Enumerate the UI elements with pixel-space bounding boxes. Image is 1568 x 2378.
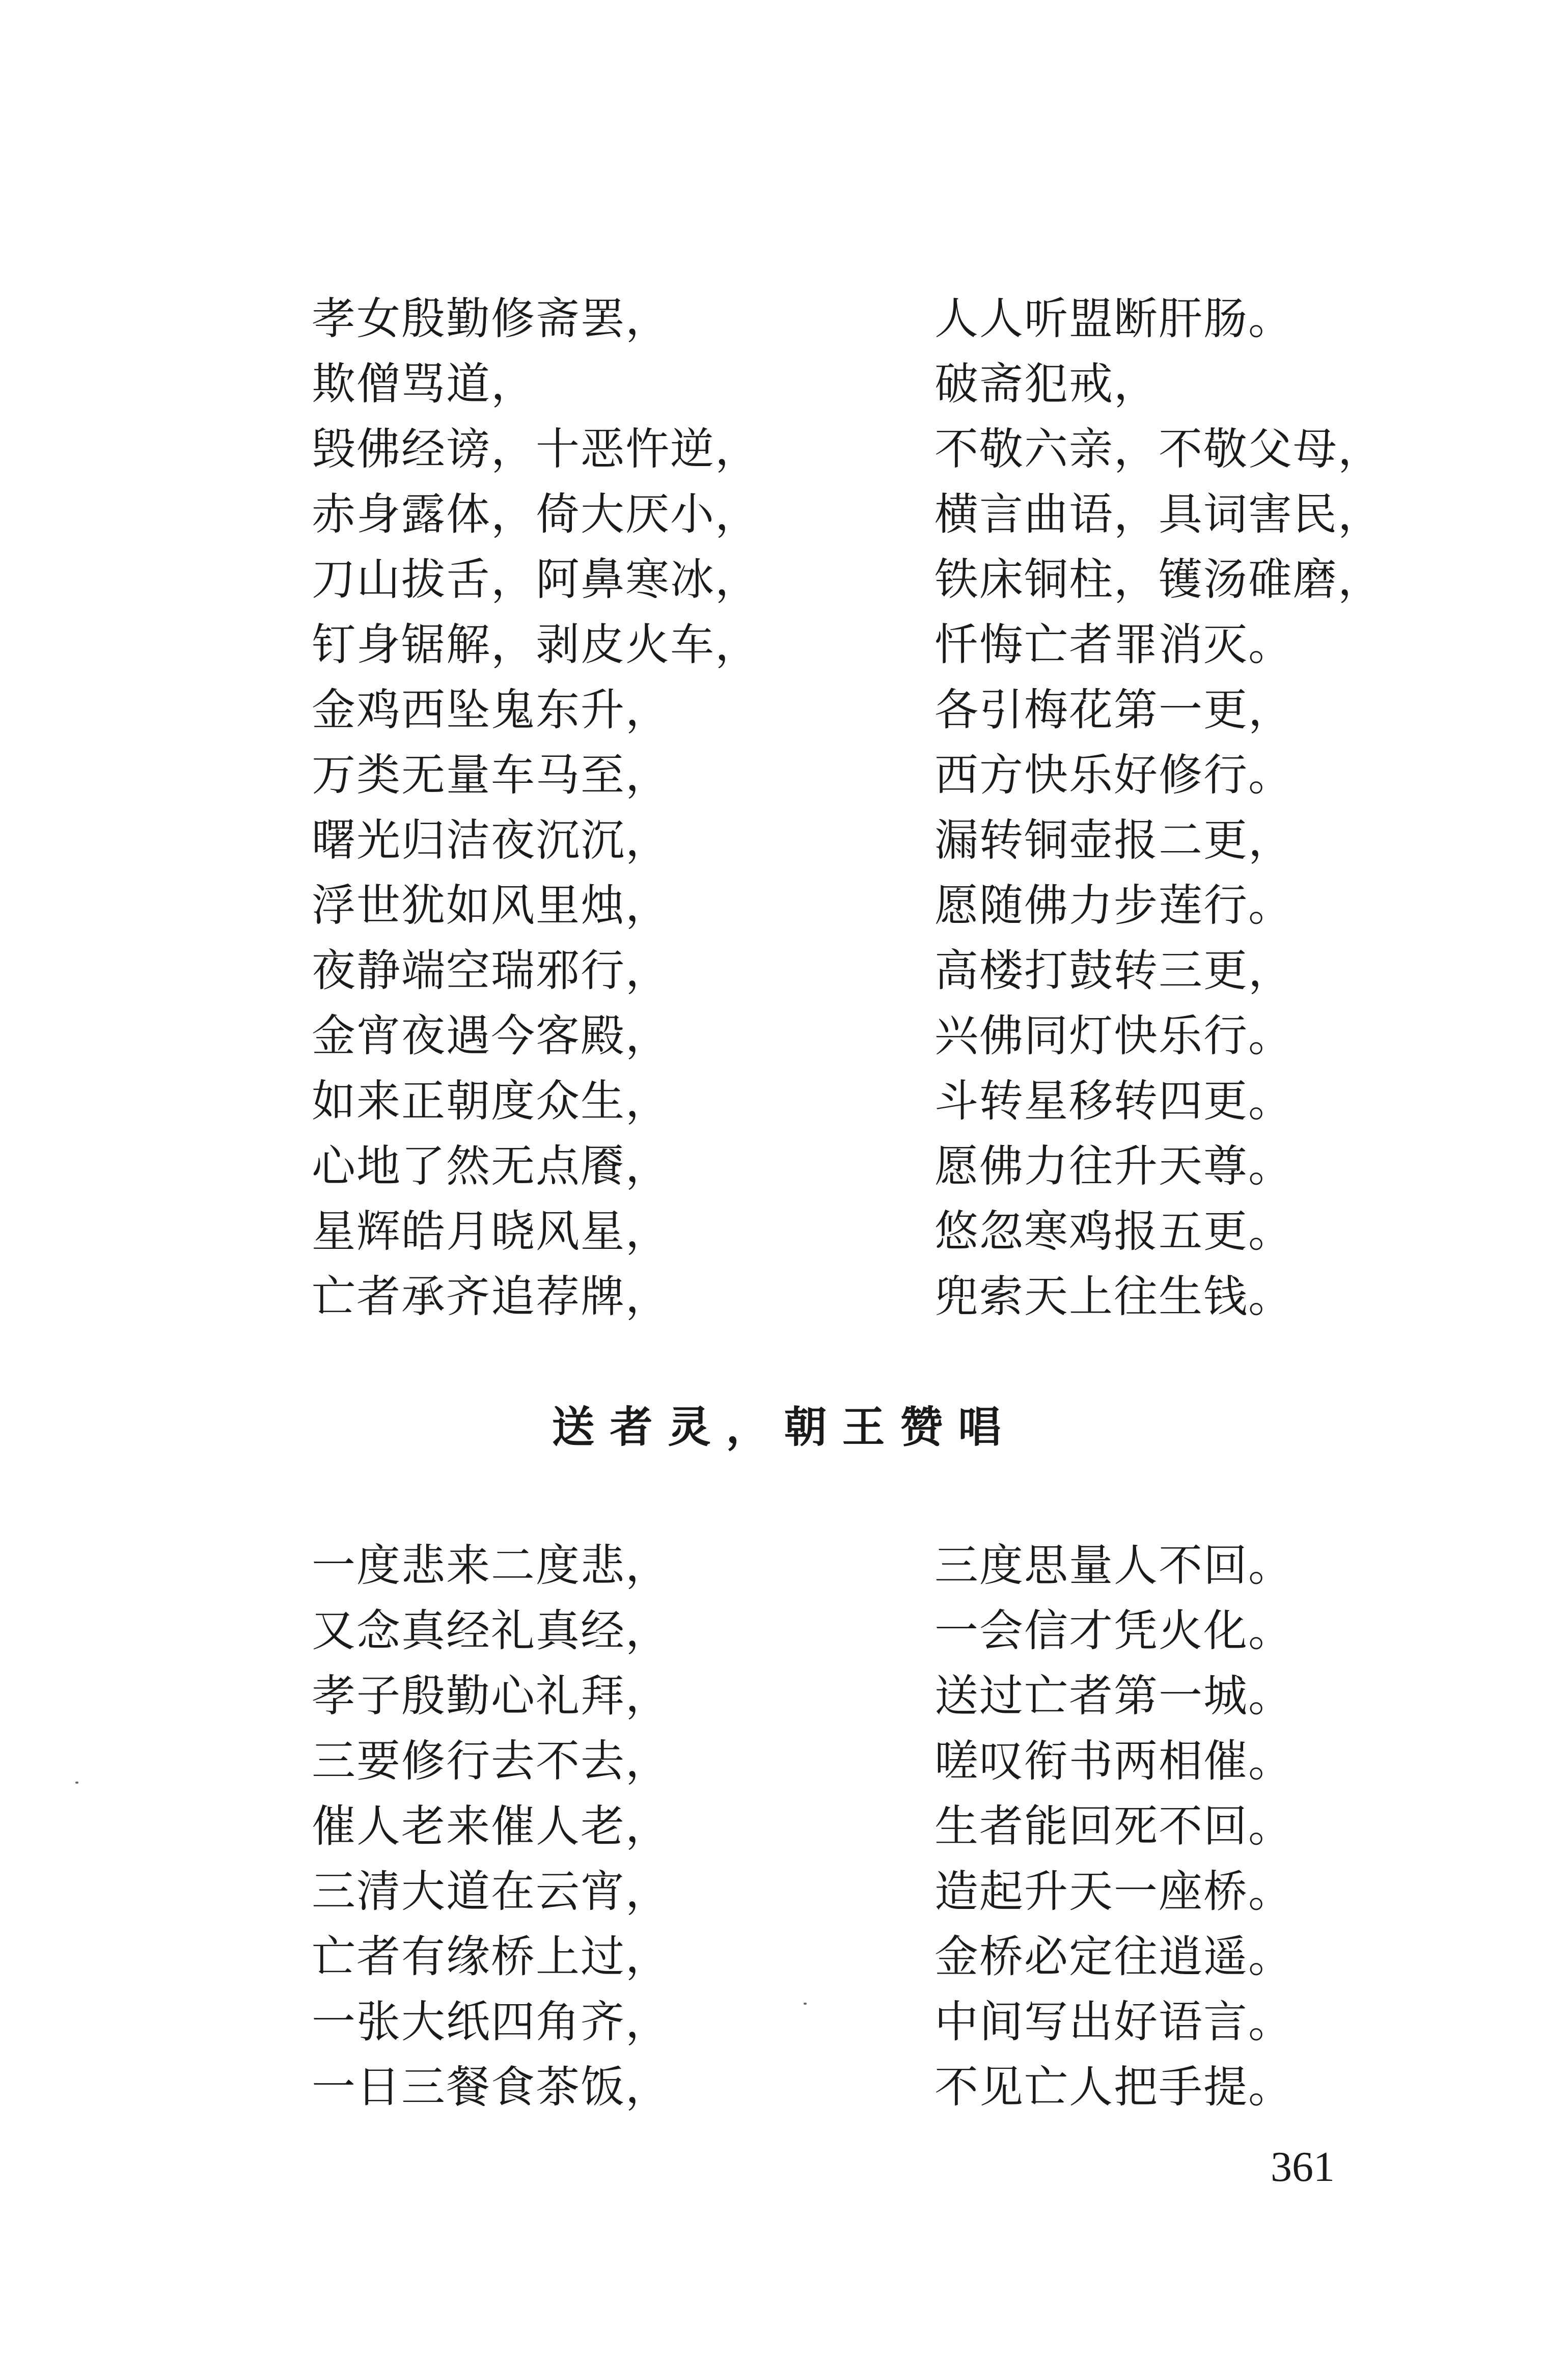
verse-line-right: 嗟叹衔书两相催。 [934,1736,1293,1787]
verse-line-right: 漏转铜壶报二更， [934,815,1293,866]
verse-line-right: 西方快乐好修行。 [934,750,1293,801]
verse-line-left: 浮世犹如风里烛， [312,880,670,931]
verse-line-right: 斗转星移转四更。 [934,1076,1293,1127]
verse-line-right: 愿随佛力步莲行。 [934,880,1293,931]
verse-line-right: 生者能回死不回。 [934,1801,1293,1852]
verse-line-left: 钉身锯解，剥皮火车， [312,619,760,670]
verse-line [0,1924,1568,1989]
verse-line-right: 悠忽寒鸡报五更。 [934,1206,1293,1257]
verse-line [0,286,1568,351]
verse-line-left: 如来正朝度众生， [312,1076,670,1127]
verse-block-1 [0,286,1568,1329]
verse-line-right: 兜索天上往生钱。 [934,1271,1293,1322]
verse-line-left: 亡者承齐追荐牌， [312,1271,670,1322]
verse-line-left: 孝子殷勤心礼拜， [312,1671,670,1721]
verse-line [0,743,1568,808]
verse-line-right: 金桥必定往逍遥。 [934,1931,1293,1982]
verse-line-left: 一度悲来二度悲， [312,1540,670,1591]
verse-line-left: 金宵夜遇今客殿， [312,1010,670,1061]
verse-line-right: 破斋犯戒， [934,359,1159,409]
verse-line-left: 心地了然无点餍， [312,1141,670,1192]
page-number: 361 [1271,2143,1335,2191]
verse-line-left: 赤身露体，倚大厌小， [312,489,760,540]
section-title: 送者灵，朝王赞唱 [552,1402,1016,1452]
scan-speck [75,1782,78,1784]
verse-line-left: 孝女殷勤修斋罢， [312,293,670,344]
verse-line [0,417,1568,482]
verse-line-right: 中间写出好语言。 [934,1997,1293,2047]
verse-line-right: 横言曲语，具词害民， [934,489,1383,540]
verse-line-left: 刀山拔舌，阿鼻寒冰， [312,554,760,605]
verse-line [0,612,1568,677]
verse-line-left: 毁佛经谤，十恶忤逆， [312,424,760,475]
verse-block-2 [0,1533,1568,2120]
verse-line-right: 高楼打鼓转三更， [934,945,1293,996]
verse-line [0,1069,1568,1134]
verse-line [0,547,1568,612]
verse-line [0,1199,1568,1264]
verse-line-right: 不敬六亲，不敬父母， [934,424,1383,475]
verse-line [0,1729,1568,1794]
verse-line-right: 忏悔亡者罪消灭。 [934,619,1293,670]
verse-line [0,1134,1568,1199]
verse-line-left: 金鸡西坠鬼东升， [312,685,670,735]
verse-line-left: 催人老来催人老， [312,1801,670,1852]
verse-line [0,1003,1568,1069]
verse-line-left: 三清大道在云宵， [312,1866,670,1917]
verse-line [0,1598,1568,1663]
verse-line [0,2055,1568,2120]
verse-line-left: 一张大纸四角齐， [312,1997,670,2047]
verse-line-right: 各引梅花第一更， [934,685,1293,735]
verse-line [0,1264,1568,1329]
verse-line [0,677,1568,743]
verse-line-right: 造起升天一座桥。 [934,1866,1293,1917]
verse-line-left: 三要修行去不去， [312,1736,670,1787]
verse-line [0,1663,1568,1729]
verse-line [0,1533,1568,1598]
verse-line-right: 铁床铜柱，镬汤碓磨， [934,554,1383,605]
verse-line-right: 人人听盟断肝肠。 [934,293,1293,344]
scan-speck [804,2003,807,2005]
verse-line [0,808,1568,873]
verse-line [0,1989,1568,2055]
verse-line-right: 送过亡者第一城。 [934,1671,1293,1721]
verse-line [0,938,1568,1003]
verse-line [0,482,1568,547]
verse-line [0,1859,1568,1924]
verse-line-right: 三度思量人不回。 [934,1540,1293,1591]
verse-line-left: 一日三餐食茶饭， [312,2062,670,2113]
verse-line-right: 一会信才凭火化。 [934,1605,1293,1656]
verse-line-left: 曙光归洁夜沉沉， [312,815,670,866]
verse-line-left: 夜静端空瑞邪行， [312,945,670,996]
verse-line-left: 欺僧骂道， [312,359,536,409]
verse-line-right: 兴佛同灯快乐行。 [934,1010,1293,1061]
verse-line-right: 不见亡人把手提。 [934,2062,1293,2113]
verse-line-left: 又念真经礼真经， [312,1605,670,1656]
verse-line-left: 星辉皓月晓风星， [312,1206,670,1257]
verse-line-left: 亡者有缘桥上过， [312,1931,670,1982]
verse-line [0,873,1568,938]
verse-line-left: 万类无量车马至， [312,750,670,801]
verse-line-right: 愿佛力往升天尊。 [934,1141,1293,1192]
verse-line [0,1794,1568,1859]
verse-line [0,351,1568,417]
